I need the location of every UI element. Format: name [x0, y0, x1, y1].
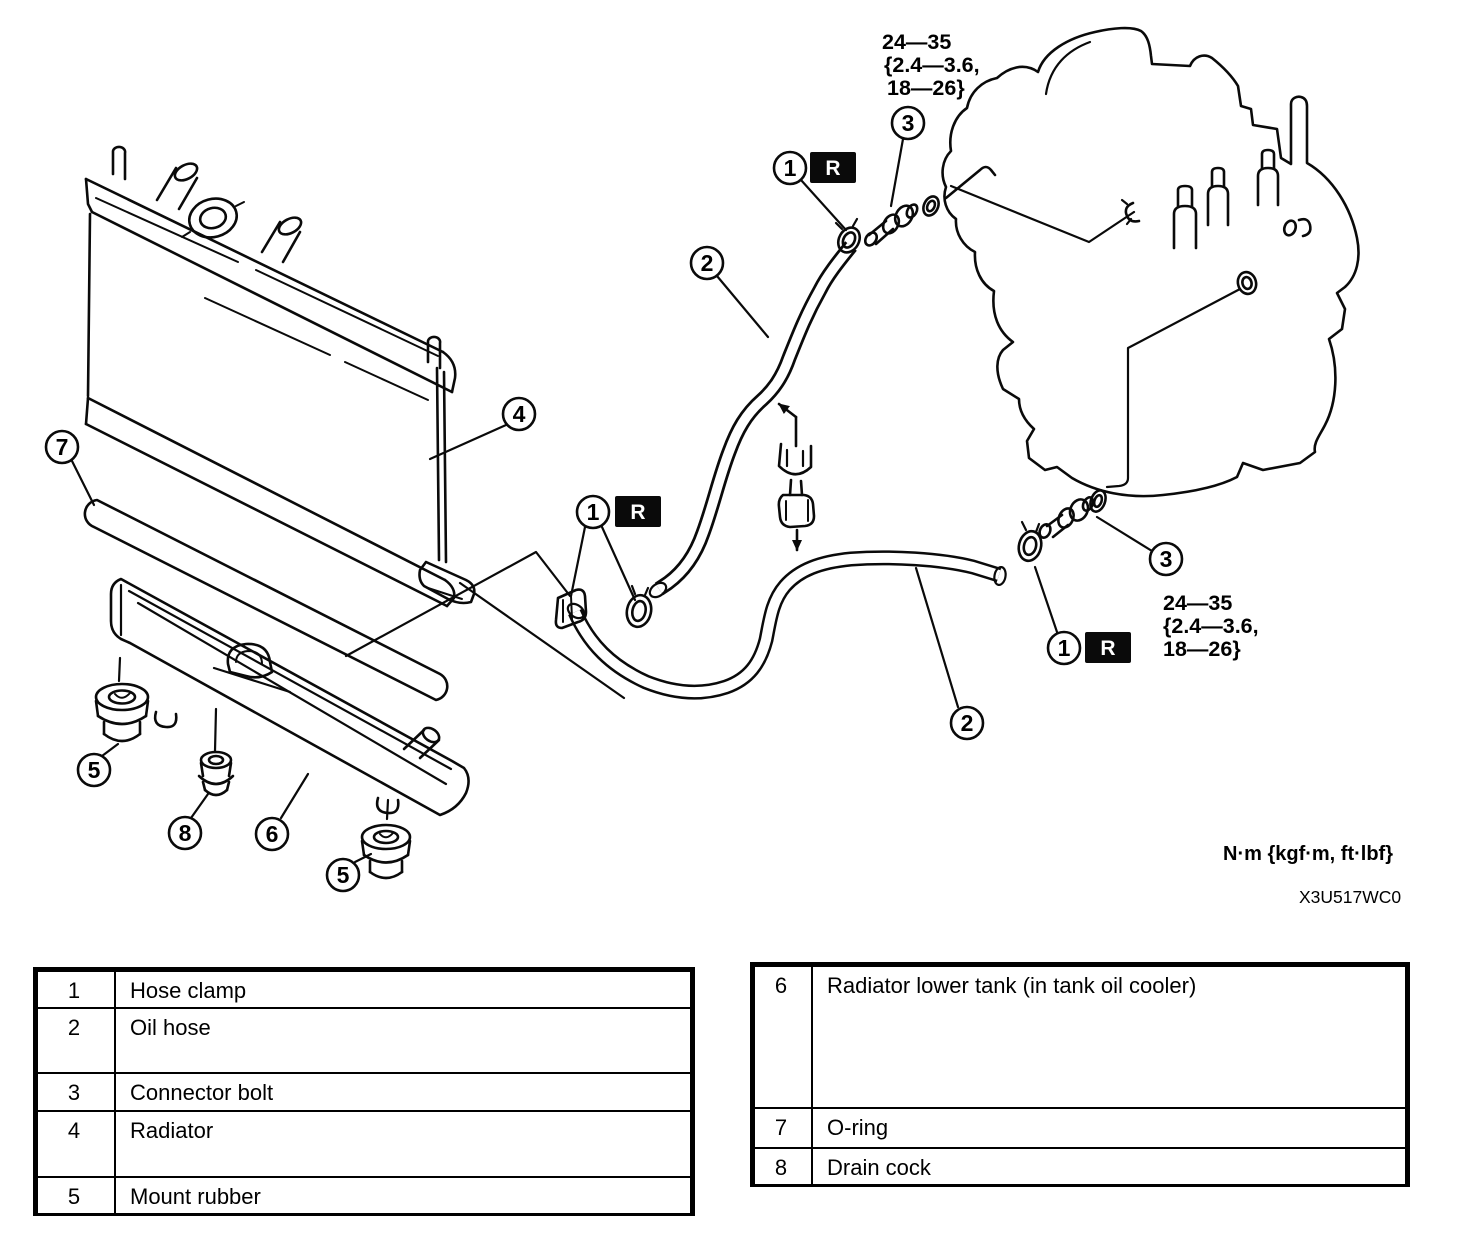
- legend-row: [754, 966, 1406, 1108]
- legend-row: [37, 1073, 691, 1111]
- torque-top-line3: 18—26}: [887, 76, 965, 100]
- legend-item-label: Radiator lower tank (in tank oil cooler): [812, 966, 1406, 1108]
- callout-4: 4: [512, 401, 526, 427]
- legend-item-label: Radiator: [115, 1111, 691, 1177]
- callout-5-left: 5: [87, 757, 101, 783]
- r-badge-right: R: [1100, 637, 1116, 660]
- legend-row: [37, 971, 691, 1008]
- legend-table-left: [33, 967, 695, 1216]
- callout-1-right: 1: [1057, 635, 1071, 661]
- radiator-drawing: [86, 147, 474, 606]
- legend-table-right: [750, 962, 1410, 1187]
- callout-3-right: 3: [1159, 546, 1173, 572]
- torque-right-line3: 18—26}: [1163, 637, 1241, 661]
- callout-leader-lines: [72, 139, 1152, 862]
- callout-5-right: 5: [336, 862, 350, 888]
- legend-item-label: O-ring: [812, 1108, 1406, 1148]
- drain-cock-drawing: [199, 752, 233, 795]
- legend-item-label: Drain cock: [812, 1148, 1406, 1185]
- direction-arrows: [779, 404, 797, 550]
- legend-item-label: Oil hose: [115, 1008, 691, 1073]
- o-ring-drawing: [85, 500, 447, 700]
- unit-note: N·m {kgf·m, ft·lbf}: [1223, 843, 1393, 865]
- transaxle-drawing: [943, 28, 1359, 496]
- connector-bolt-right: [1038, 488, 1109, 539]
- legend-item-number: 2: [37, 1008, 115, 1073]
- legend-item-number: 6: [754, 966, 812, 1108]
- legend-row: [37, 1177, 691, 1214]
- legend-row: [37, 1008, 691, 1073]
- legend-item-number: 4: [37, 1111, 115, 1177]
- torque-spec-right: [1163, 591, 1259, 661]
- callout-2-top: 2: [700, 250, 714, 276]
- oil-hose-upper: [647, 246, 851, 600]
- torque-top-line1: 24—35: [882, 30, 952, 54]
- callout-2-bottom: 2: [960, 710, 974, 736]
- legend-item-number: 7: [754, 1108, 812, 1148]
- callout-7: 7: [55, 434, 69, 460]
- mount-rubber-right-drawing: [362, 825, 410, 878]
- hose-clip: [779, 417, 814, 527]
- torque-right-line2: {2.4—3.6,: [1163, 614, 1259, 638]
- legend-item-label: Mount rubber: [115, 1177, 691, 1214]
- legend-row: [754, 1148, 1406, 1185]
- legend-item-number: 3: [37, 1073, 115, 1111]
- connector-bolt-top: [863, 167, 995, 248]
- legend-item-number: 1: [37, 971, 115, 1008]
- legend-item-label: Hose clamp: [115, 971, 691, 1008]
- callout-3-top: 3: [901, 110, 915, 136]
- torque-right-line1: 24—35: [1163, 591, 1233, 615]
- callout-1-mid: 1: [586, 499, 600, 525]
- legend-item-number: 8: [754, 1148, 812, 1185]
- r-badge-top: R: [825, 157, 841, 180]
- legend-row: [37, 1111, 691, 1177]
- callout-circles: [46, 107, 1182, 891]
- mount-rubber-left-drawing: [96, 684, 148, 741]
- legend-item-number: 5: [37, 1177, 115, 1214]
- figure-code: X3U517WC0: [1299, 887, 1402, 907]
- legend-item-label: Connector bolt: [115, 1073, 691, 1111]
- torque-top-line2: {2.4—3.6,: [884, 53, 980, 77]
- callout-numbers: [56, 110, 1173, 888]
- r-badge-mid: R: [630, 501, 646, 524]
- callout-8: 8: [178, 820, 192, 846]
- callout-6: 6: [265, 821, 279, 847]
- legend-row: [754, 1108, 1406, 1148]
- callout-1-top: 1: [783, 155, 797, 181]
- torque-spec-top: [882, 30, 980, 100]
- lower-tank-drawing: [111, 579, 469, 819]
